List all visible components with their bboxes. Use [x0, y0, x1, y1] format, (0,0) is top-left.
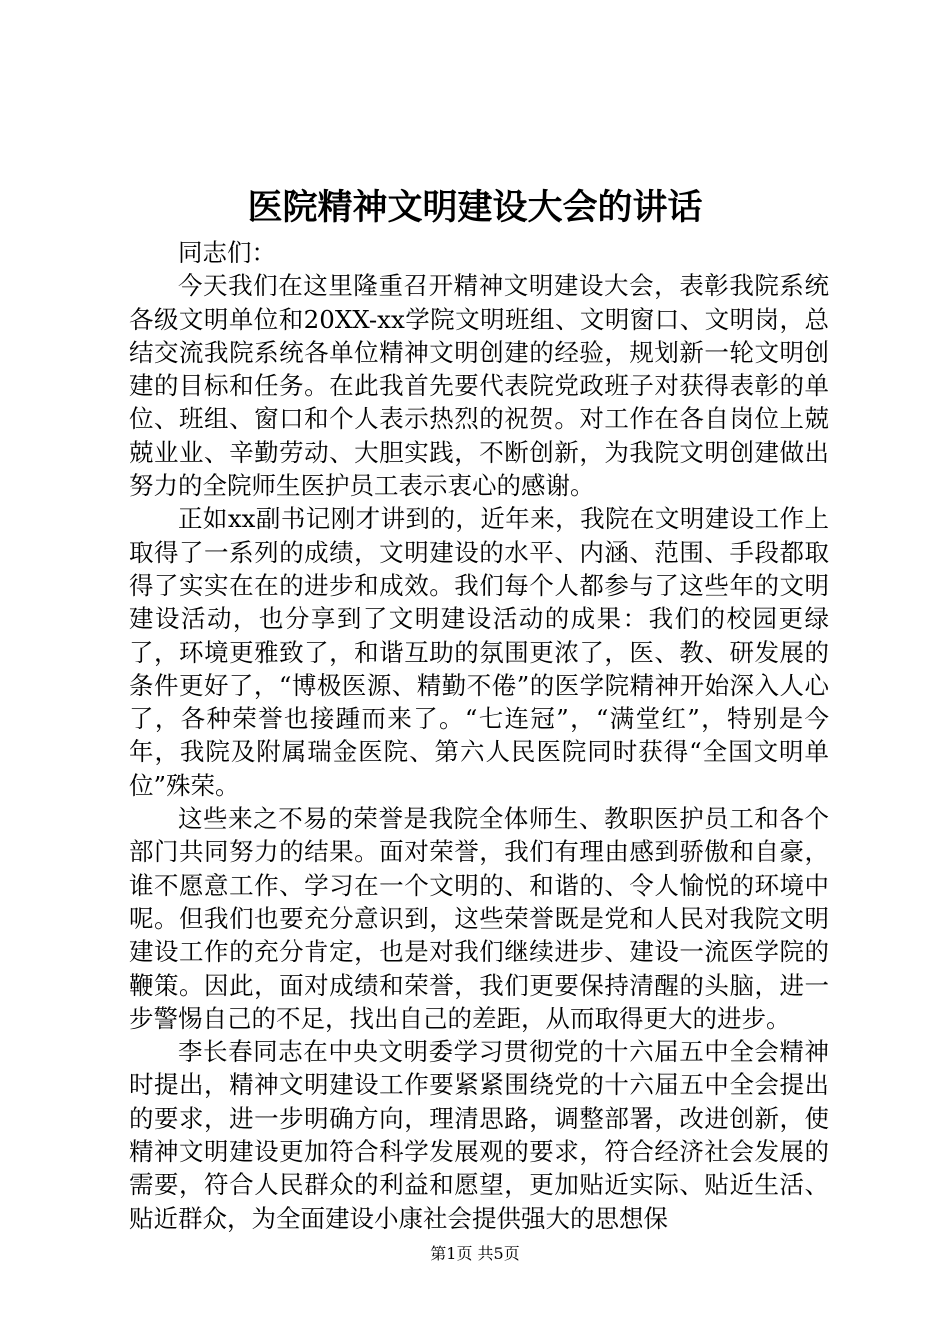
salutation-paragraph: 同志们： [178, 238, 276, 267]
body-paragraph-2: 正如xx副书记刚才讲到的，近年来，我院在文明建设工作上取得了一系列的成绩，文明建设的水平、内涵、范围、手段都取得了实实在在的进步和成效。我们每个人都参与了这些年的文明建设活动，也分享到了文明建设活动的成果：我们的校园更绿了，环境更雅致了，和谐互助的氛围更浓了，医、教、研发展的条件更好了，“博极医源、精勤不倦”的医学院精神开始深入人心了，各种荣誉也接踵而来了。“七连冠”，“满堂红”，特别是今年，我院及附属瑞金医院、第六人民医院同时获得“全国文明单位”殊荣。 [129, 504, 829, 800]
document-title: 医院精神文明建设大会的讲话 [247, 187, 703, 228]
body-paragraph-1: 今天我们在这里隆重召开精神文明建设大会，表彰我院系统各级文明单位和20XX-xx学院文明班组、文明窗口、文明岗，总结交流我院系统各单位精神文明创建的经验，规划新一轮文明创建的目标和任务。在此我首先要代表院党政班子对获得表彰的单位、班组、窗口和个人表示热烈的祝贺。对工作在各自岗位上兢兢业业、辛勤劳动、大胆实践，不断创新，为我院文明创建做出努力的全院师生医护员工表示衷心的感谢。 [129, 271, 829, 501]
document-body [129, 236, 829, 1235]
page-number-footer: 第1页 共5页 [430, 1244, 520, 1263]
body-paragraph-3: 这些来之不易的荣誉是我院全体师生、教职医护员工和各个部门共同努力的结果。面对荣誉，我们有理由感到骄傲和自豪，谁不愿意工作、学习在一个文明的、和谐的、令人愉悦的环境中呢。但我们也要充分意识到，这些荣誉既是党和人民对我院文明建设工作的充分肯定，也是对我们继续进步、建设一流医学院的鞭策。因此，面对成绩和荣誉，我们更要保持清醒的头脑，进一步警惕自己的不足，找出自己的差距，从而取得更大的进步。 [129, 804, 829, 1033]
body-paragraph-4: 李长春同志在中央文明委学习贯彻党的十六届五中全会精神时提出，精神文明建设工作要紧紧围绕党的十六届五中全会提出的要求，进一步明确方向，理清思路，调整部署，改进创新，使精神文明建设更加符合科学发展观的要求，符合经济社会发展的需要，符合人民群众的利益和愿望，更加贴近实际、贴近生活、贴近群众，为全面建设小康社会提供强大的思想保 [129, 1037, 829, 1233]
